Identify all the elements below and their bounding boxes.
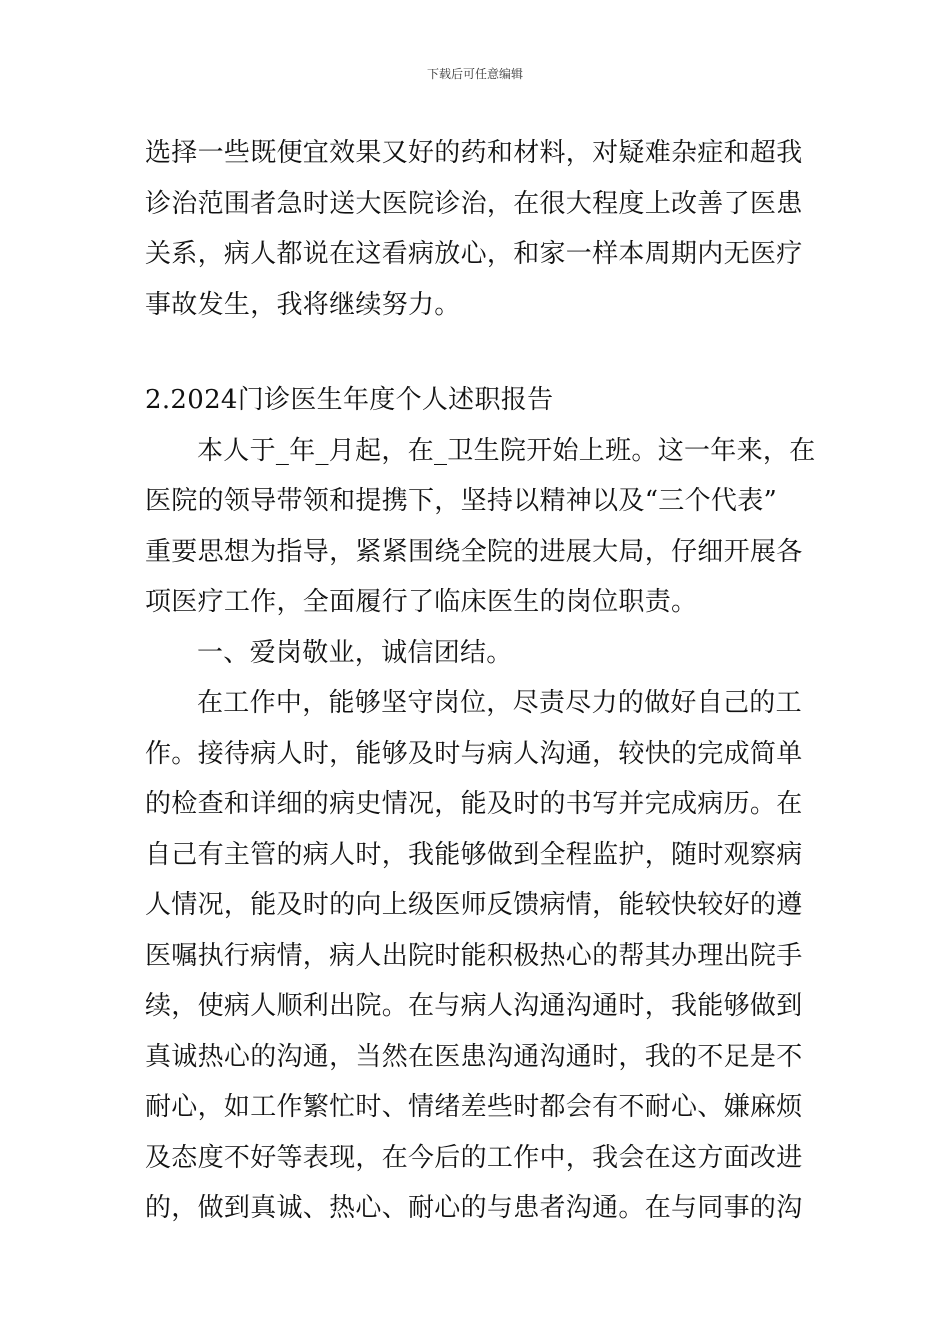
text-line: 的，做到真诚、热心、耐心的与患者沟通。在与同事的沟	[145, 1193, 803, 1223]
text-line: 真诚热心的沟通，当然在医患沟通沟通时，我的不足是不	[145, 1041, 803, 1072]
paragraph-work	[145, 678, 807, 1234]
section-gap	[145, 330, 807, 375]
document-body	[145, 128, 816, 1234]
text-line: 在工作中，能够坚守岗位，尽责尽力的做好自己的工	[197, 688, 802, 718]
text-line: 选择一些既便宜效果又好的药和材料，对疑难杂症和超我	[145, 138, 803, 168]
text-line: 自己有主管的病人时，我能够做到全程监护，随时观察病	[145, 839, 803, 870]
paragraph-continuation	[145, 128, 807, 330]
text-line: 续，使病人顺利出院。在与病人沟通沟通时，我能够做到	[145, 991, 803, 1021]
subheading: 一、爱岗敬业，诚信团结。	[197, 637, 513, 668]
page-header: 下载后可任意编辑	[426, 67, 523, 81]
text-line: 医院的领导带领和提携下，坚持以精神以及“三个代表”	[145, 486, 778, 516]
text-line: 及态度不好等表现，在今后的工作中，我会在这方面改进	[145, 1142, 803, 1173]
text-line: 项医疗工作，全面履行了临床医生的岗位职责。	[145, 587, 698, 617]
text-line: 关系，病人都说在这看病放心，和家一样本周期内无医疗	[145, 239, 803, 269]
section-title: 2.2024门诊医生年度个人述职报告	[145, 385, 554, 415]
text-line: 重要思想为指导，紧紧围绕全院的进展大局，仔细开展各	[145, 536, 803, 567]
text-line: 诊治范围者急时送大医院诊治，在很大程度上改善了医患	[145, 188, 803, 219]
text-line: 医嘱执行病情，病人出院时能积极热心的帮其办理出院手	[145, 940, 803, 971]
text-line: 事故发生，我将继续努力。	[145, 289, 461, 320]
text-line: 作。接待病人时，能够及时与病人沟通，较快的完成简单	[145, 738, 803, 769]
text-line: 的检查和详细的病史情况，能及时的书写并完成病历。在	[145, 789, 803, 819]
text-line: 人情况，能及时的向上级医师反馈病情，能较快较好的遵	[145, 890, 803, 920]
paragraph-intro	[145, 426, 816, 628]
text-line: 耐心，如工作繁忙时、情绪差些时都会有不耐心、嫌麻烦	[145, 1092, 803, 1122]
text-line: 本人于_年_月起，在_卫生院开始上班。这一年来，在	[197, 435, 816, 466]
